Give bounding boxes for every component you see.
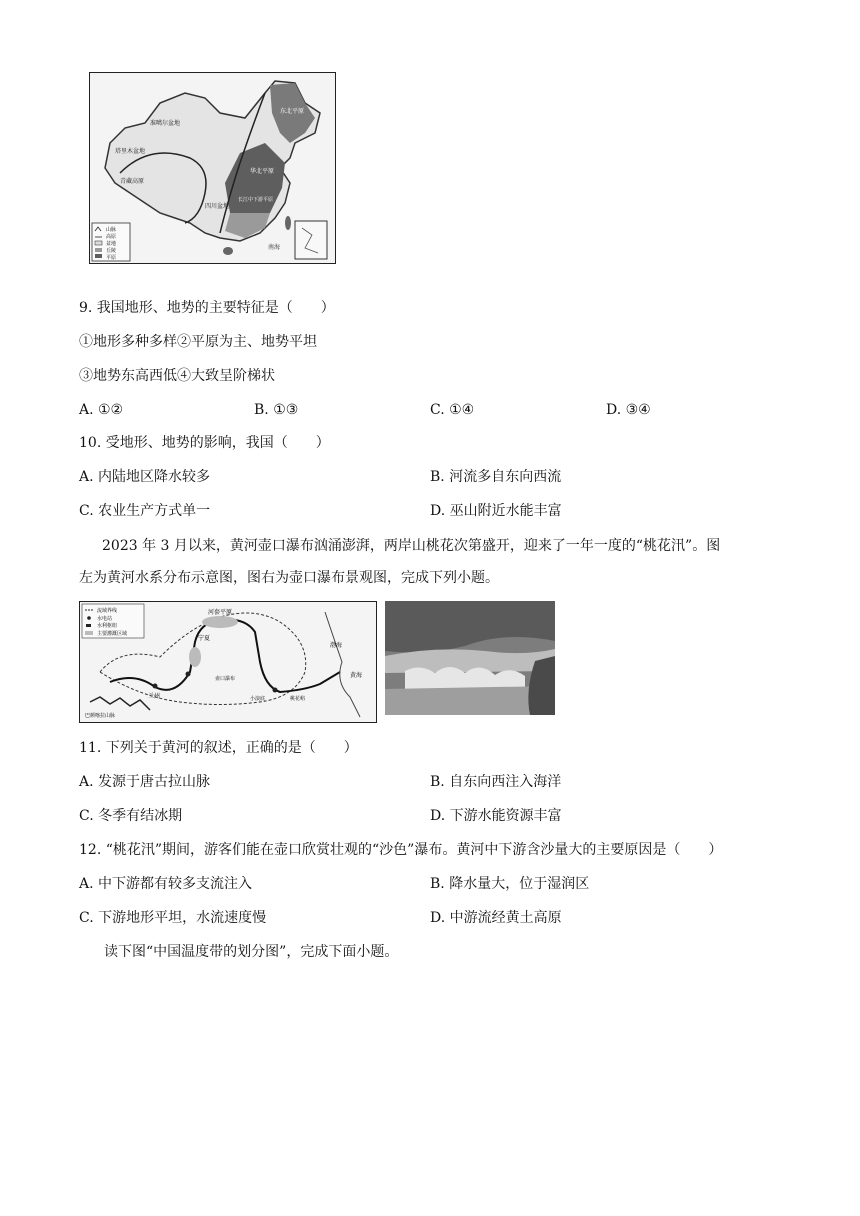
map2-label: 兰州: [148, 693, 161, 700]
legend-label: 平原: [106, 255, 117, 261]
legend-label: 水利枢纽: [97, 623, 118, 629]
map2-legend: [82, 604, 144, 638]
q11-option-d[interactable]: D. 下游水能资源丰富: [430, 808, 562, 824]
q12-option-d[interactable]: D. 中游流经黄土高原: [430, 910, 562, 926]
q9-option-a[interactable]: A. ①②: [79, 402, 124, 418]
map1-label: 塔里木盆地: [115, 148, 146, 155]
hydro-station: [186, 672, 191, 677]
q12-option-b[interactable]: B. 降水量大，位于湿润区: [430, 876, 590, 892]
map1-label: 长江中下游平原: [238, 197, 274, 203]
map2-label: 巴颜喀拉山脉: [85, 713, 116, 719]
passage1-line1: 2023 年 3 月以来，黄河壶口瀑布汹涌澎湃，两岸山桃花次第盛开，迎来了一年一度的“桃花汛”。图: [102, 538, 721, 554]
q11-option-b[interactable]: B. 自东向西注入海洋: [430, 774, 562, 790]
irrigation-area: [202, 616, 238, 628]
hainan-island: [223, 247, 233, 255]
q10-option-a[interactable]: A. 内陆地区降水较多: [79, 469, 211, 485]
yellow-river-map: [79, 601, 377, 723]
mountain-range: [90, 697, 150, 710]
map2-label: 宁夏: [198, 635, 211, 642]
map2-label: 黄海: [350, 672, 363, 679]
coastline: [325, 612, 363, 717]
map1-label: 南海: [268, 244, 281, 251]
south-sea-inset: [295, 221, 327, 259]
map2-label: 渤海: [330, 642, 343, 649]
legend-label: 丘陵: [106, 248, 117, 254]
passage2: 读下图“中国温度带的划分图”，完成下面小题。: [104, 944, 399, 960]
legend-label: 盆地: [106, 241, 117, 247]
taiwan-island: [285, 216, 291, 230]
yellow-river-map-svg: [80, 602, 376, 722]
waterfall-svg: [385, 601, 555, 715]
passage1-line2: 左为黄河水系分布示意图，图右为壶口瀑布景观图，完成下列小题。: [79, 570, 499, 586]
q12-option-c[interactable]: C. 下游地形平坦，水流速度慢: [79, 910, 267, 926]
q9-line2: ③地势东高西低④大致呈阶梯状: [79, 368, 275, 384]
q9-line1: ①地形多种多样②平原为主、地势平坦: [79, 334, 317, 350]
map2-label: 桃花峪: [290, 696, 306, 702]
q10-option-c[interactable]: C. 农业生产方式单一: [79, 503, 211, 519]
q12-stem: 12. “桃花汛”期间，游客们能在壶口欣赏壮观的“沙色”瀑布。黄河中下游含沙量大的主要原因是（ ）: [79, 842, 723, 858]
q9-option-c[interactable]: C. ①④: [430, 402, 475, 418]
map2-label: 小浪底: [250, 696, 266, 702]
map2-label: 河套平原: [208, 609, 233, 616]
legend-label: 水电站: [97, 616, 113, 622]
irrigation-area: [189, 647, 201, 667]
q10-option-d[interactable]: D. 巫山附近水能丰富: [430, 503, 562, 519]
q9-option-d[interactable]: D. ③④: [606, 402, 651, 418]
q9-option-b[interactable]: B. ①③: [254, 402, 299, 418]
hydro-station: [273, 688, 278, 693]
legend-label: 山脉: [106, 227, 117, 233]
legend-label: 高原: [106, 234, 117, 240]
hydro-station: [153, 684, 158, 689]
map1-label: 四川盆地: [205, 203, 230, 210]
legend-label: 主要灌溉区域: [97, 631, 128, 637]
china-terrain-map: [89, 72, 336, 264]
q9-stem: 9. 我国地形、地势的主要特征是（ ）: [79, 300, 335, 316]
map2-label: 壶口瀑布: [215, 676, 236, 682]
map1-legend: [92, 223, 130, 261]
map1-label: 华北平原: [250, 168, 275, 175]
china-terrain-map-svg: [90, 73, 335, 263]
q11-option-a[interactable]: A. 发源于唐古拉山脉: [79, 774, 211, 790]
q12-option-a[interactable]: A. 中下游都有较多支流注入: [79, 876, 253, 892]
map1-label: 东北平原: [280, 108, 305, 115]
q11-option-c[interactable]: C. 冬季有结冰期: [79, 808, 183, 824]
map1-label: 青藏高原: [120, 178, 145, 185]
q10-stem: 10. 受地形、地势的影响，我国（ ）: [79, 435, 330, 451]
legend-label: 流域界线: [97, 608, 118, 614]
map1-label: 准噶尔盆地: [150, 120, 181, 127]
q10-option-b[interactable]: B. 河流多自东向西流: [430, 469, 562, 485]
hukou-waterfall-photo: [385, 601, 555, 715]
q11-stem: 11. 下列关于黄河的叙述，正确的是（ ）: [79, 740, 358, 756]
